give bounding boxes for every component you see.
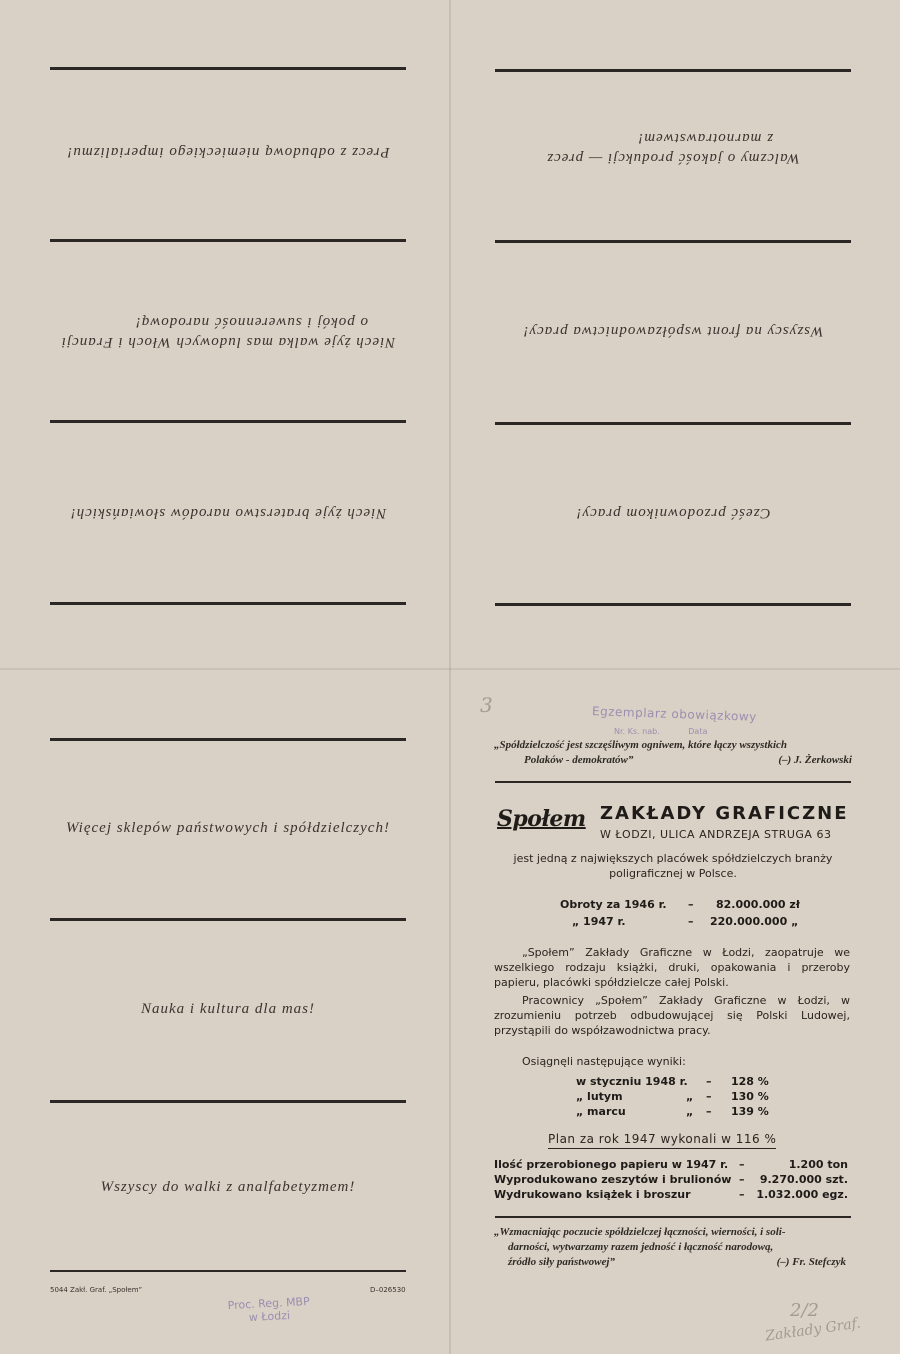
rule-right-2	[495, 240, 851, 243]
pencil-mark-bottom: 2/2	[790, 1300, 819, 1321]
pencil-mark-top: 3	[480, 693, 493, 717]
slogan-left-4: Więcej sklepów państwowych i spółdzielczych!	[66, 820, 390, 836]
result-row-march: „ marcu „ – 139 %	[576, 1105, 769, 1118]
rule-left-5	[50, 738, 406, 741]
vertical-fold	[449, 0, 451, 1354]
production-row-books: Wydrukowano książek i broszur – 1.032.000 egz.	[494, 1188, 848, 1201]
production-row-paper: Ilość przerobionego papieru w 1947 r. – 1.200 ton	[494, 1158, 848, 1171]
print-code: D–026530	[370, 1286, 406, 1294]
stamp-registration: Proc. Reg. MBP w Łodzi	[227, 1294, 311, 1325]
rule-right-4	[495, 603, 851, 606]
slogan-right-3: Cześć przodownikom pracy!	[575, 505, 771, 521]
turnover-row-1946: Obroty za 1946 r. – 82.000.000 zł	[560, 898, 800, 911]
turnover-row-1947: „ 1947 r. – 220.000.000 „	[572, 915, 799, 928]
company-title: ZAKŁADY GRAFICZNE	[600, 803, 849, 824]
spolem-logo: Społem	[497, 806, 586, 832]
quote-zerkowski: „Spółdzielczość jest szczęśliwym ogniwem, które łączy wszystkich Polaków - demokratów” (–) J. Żerkowski	[494, 739, 852, 766]
rule-left-8	[50, 1270, 406, 1272]
results-intro: Osiągnęli następujące wyniki:	[522, 1055, 686, 1068]
printer-imprint: 5044 Zakł. Graf. „Społem”	[50, 1286, 143, 1294]
rule-left-7	[50, 1100, 406, 1103]
quote-stefczyk: „Wzmacniając poczucie spółdzielczej łączności, wierności, i soli- darności, wytwarzamy razem jedność i łączność narodową, źródło siły państwowej” (–) Fr. Stefczyk	[494, 1226, 846, 1268]
slogan-left-2: Niech żyje walka mas ludowych Włoch i Francji o pokój i suwerenność narodową!	[60, 314, 396, 350]
slogan-right-2: Wszyscy na front współzawodnictwa pracy!	[522, 323, 824, 339]
stamp-legal-deposit-sub: Nr. Ks. nab. Data	[614, 727, 708, 736]
slogan-right-1: Walczmy o jakość produkcji — precz z marnotrawstwem!	[546, 130, 800, 166]
slogan-left-3: Niech żyje braterstwo narodów słowiańskich!	[69, 505, 387, 521]
paragraph-competition: Pracownicy „Społem” Zakłady Graficzne w Łodzi, w zrozumieniu potrzeb odbudowującej się Polski Ludowej, przystąpili do współzawodnictwa pracy.	[494, 994, 850, 1037]
slogan-left-6: Wszyscy do walki z analfabetyzmem!	[100, 1179, 356, 1195]
stamp-legal-deposit: Egzemplarz obowiązkowy	[591, 704, 758, 724]
rule-right-3	[495, 422, 851, 425]
rule-right-1	[495, 69, 851, 72]
company-address: W ŁODZI, ULICA ANDRZEJA STRUGA 63	[600, 828, 832, 841]
rule-left-6	[50, 918, 406, 921]
plan-fulfilment: Plan za rok 1947 wykonali w 116 %	[548, 1132, 776, 1149]
rule-left-1	[50, 67, 406, 70]
slogan-left-5: Nauka i kultura dla mas!	[141, 1001, 315, 1017]
rule-left-2	[50, 239, 406, 242]
rule-left-4	[50, 602, 406, 605]
pencil-note: Zakłady Graf.	[764, 1315, 862, 1345]
production-row-notebooks: Wyprodukowano zeszytów i brulionów – 9.270.000 szt.	[494, 1173, 848, 1186]
result-row-february: „ lutym „ – 130 %	[576, 1090, 769, 1103]
slogan-left-1: Precz z odbudową niemieckiego imperializmu!	[66, 144, 390, 160]
company-intro: jest jedną z największych placówek spółdzielczych branży poligraficznej w Polsce.	[513, 852, 833, 880]
horizontal-fold	[0, 668, 900, 670]
rule-right-6	[495, 1216, 851, 1218]
rule-left-3	[50, 420, 406, 423]
result-row-january: w styczniu 1948 r. – 128 %	[576, 1075, 769, 1088]
paragraph-supply: „Społem” Zakłady Graficzne w Łodzi, zaopatruje we wszelkiego rodzaju książki, druki, opakowania i przeroby papieru, placówki spółdzielcze całej Polski.	[494, 946, 850, 989]
rule-right-5	[495, 781, 851, 783]
